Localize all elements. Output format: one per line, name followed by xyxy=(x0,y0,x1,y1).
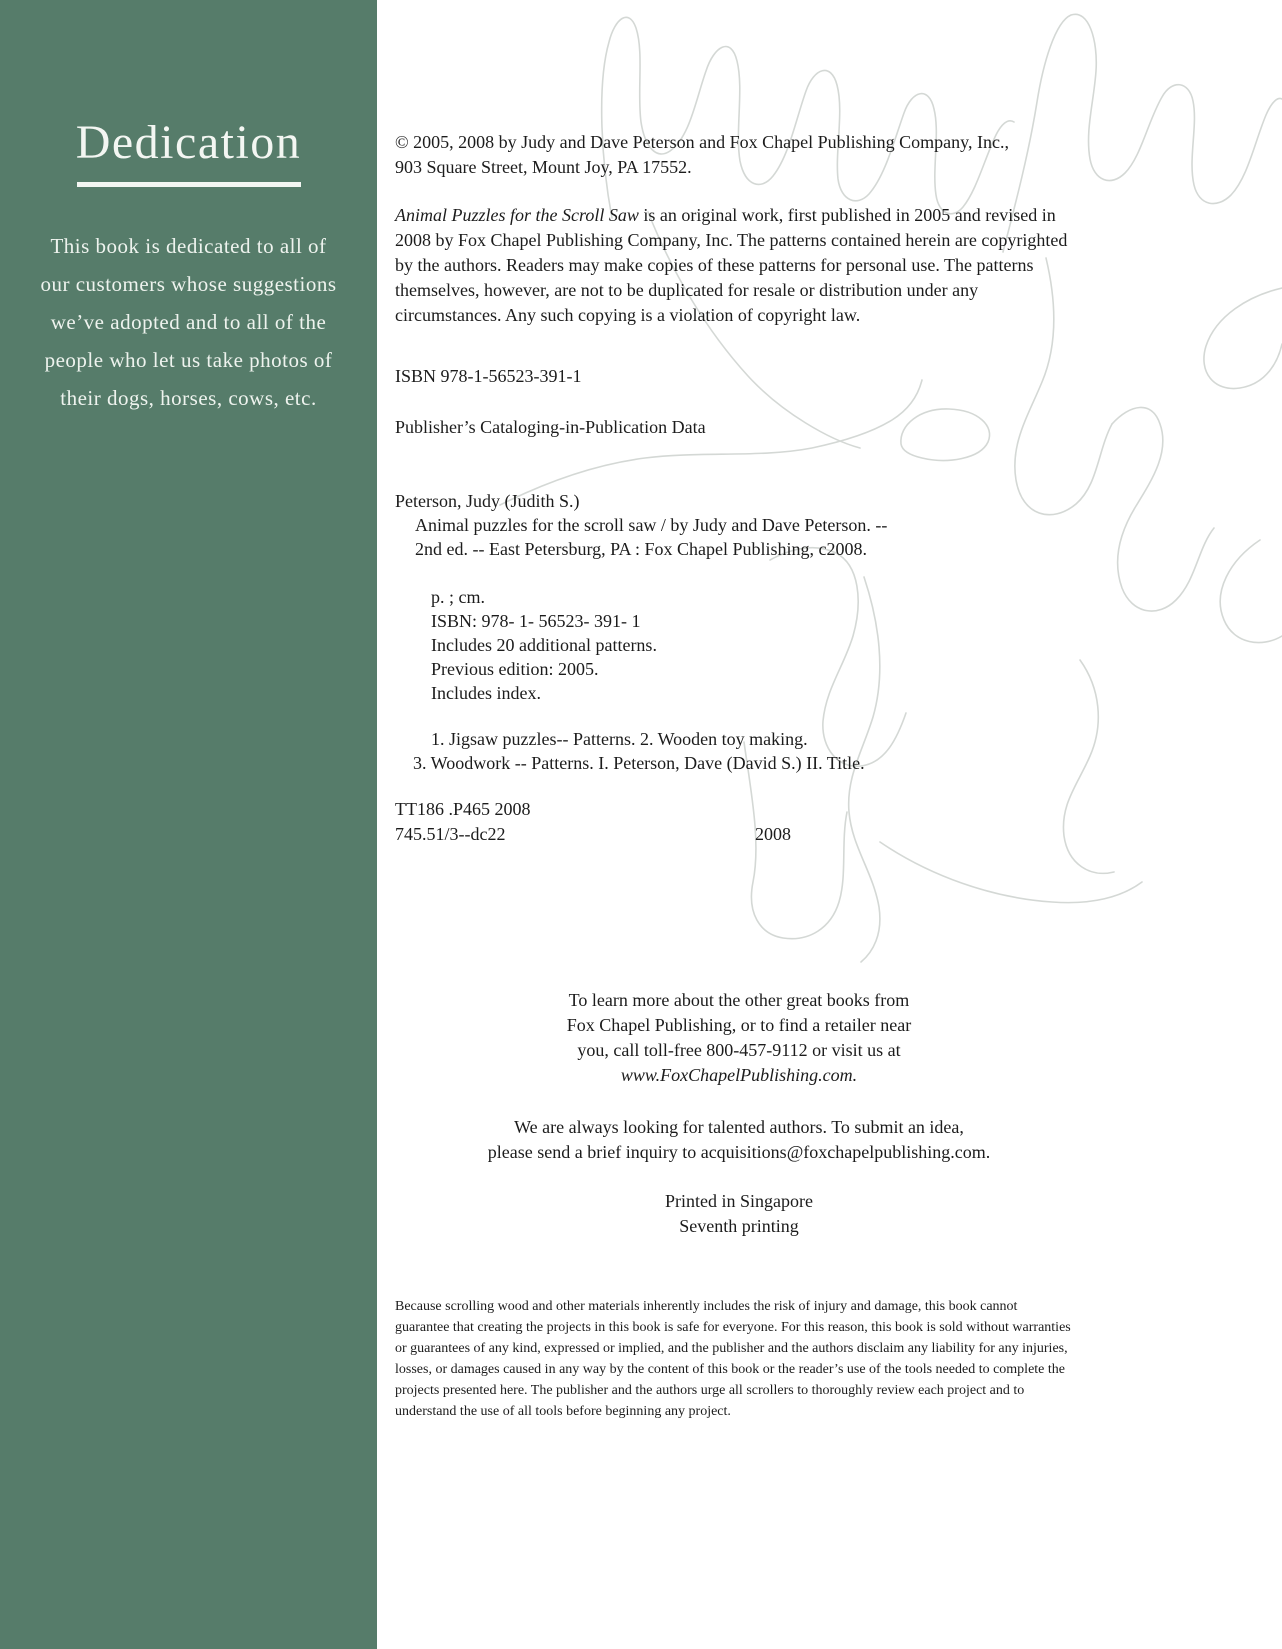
authors-invite-block xyxy=(395,1115,1083,1165)
dedication-text-line: This book is dedicated to all of xyxy=(50,234,327,258)
cip-heading: Publisher’s Cataloging-in-Publication Data xyxy=(395,417,706,437)
catalog-subjects-line-1: 1. Jigsaw puzzles-- Patterns. 2. Wooden toy making. xyxy=(431,729,808,749)
catalog-entry-block xyxy=(395,489,1083,561)
authors-invite-line: please send a brief inquiry to acquisitions@foxchapelpublishing.com. xyxy=(487,1142,991,1162)
catalog-detail-line: Previous edition: 2005. xyxy=(431,659,599,679)
dedication-text-line: we’ve adopted and to all of the xyxy=(50,310,327,334)
dedication-text-line: their dogs, horses, cows, etc. xyxy=(60,386,317,410)
catalog-details-block xyxy=(395,585,1083,705)
right-lobes xyxy=(1112,407,1214,611)
catalog-subjects-block xyxy=(395,727,1083,775)
learn-more-line: To learn more about the other great books from xyxy=(568,990,910,1010)
book-title-italic: Animal Puzzles for the Scroll Saw xyxy=(395,205,639,225)
dedication-sidebar xyxy=(0,0,377,1649)
learn-more-block xyxy=(395,988,1083,1088)
classification-block xyxy=(395,797,1083,847)
dewey-number: 745.51/3--dc22 xyxy=(395,824,506,844)
catalog-detail-line: ISBN: 978- 1- 56523- 391- 1 xyxy=(431,611,641,631)
catalog-detail-line: Includes index. xyxy=(431,683,541,703)
dewey-row xyxy=(395,822,1083,847)
lc-classification: TT186 .P465 2008 xyxy=(395,799,531,819)
learn-more-line: Fox Chapel Publishing, or to find a retailer near xyxy=(566,1015,912,1035)
copyright-line: © 2005, 2008 by Judy and Dave Peterson and Fox Chapel Publishing Company, Inc., xyxy=(395,132,1009,152)
copyright-line: 903 Square Street, Mount Joy, PA 17552. xyxy=(395,157,692,177)
notice-text: is an original work, first published in 2005 and revised in 2008 by Fox Chapel Publishing Company, Inc. The patterns contained herein are copyrighted by the authors. Readers may make copies of these patterns for personal use. The patterns themselves, however, are not to be duplicated for resale or distribution under any circumstances. Any such copying is a violation of copyright law. xyxy=(395,205,1068,325)
dewey-year: 2008 xyxy=(755,824,791,844)
learn-more-line: you, call toll-free 800-457-9112 or visit us at xyxy=(577,1040,901,1060)
catalog-subjects-line-2: 3. Woodwork -- Patterns. I. Peterson, Dave (David S.) II. Title. xyxy=(413,753,865,773)
copyright-block xyxy=(395,130,1083,180)
dedication-text-line: people who let us take photos of xyxy=(44,348,333,372)
catalog-title-line: Animal puzzles for the scroll saw / by Judy and Dave Peterson. -- xyxy=(415,515,888,535)
dedication-text xyxy=(0,227,377,417)
catalog-detail-line: p. ; cm. xyxy=(431,587,485,607)
isbn-line: ISBN 978-1-56523-391-1 xyxy=(395,366,582,386)
right-lower-curl xyxy=(1220,540,1282,643)
right-edge-curl xyxy=(1204,288,1282,389)
printing-edition-line: Seventh printing xyxy=(679,1216,799,1236)
disclaimer-paragraph: Because scrolling wood and other materials inherently includes the risk of injury and damage, this book cannot guarantee that creating the projects in this book is safe for everyone. For this reason, this book is sold without warranties or guarantees of any kind, expressed or implied, and the publisher and the authors disclaim any liability for any injuries, losses, or damages caused in any way by the content of this book or the reader’s use of the tools needed to complete the projects presented here. The publisher and the authors urge all scrollers to thoroughly review each project and to understand the use of all tools before beginning any project. xyxy=(395,1299,1071,1419)
main-column xyxy=(395,0,1083,1649)
printed-in-line: Printed in Singapore xyxy=(665,1191,813,1211)
printing-block xyxy=(395,1189,1083,1239)
dedication-title: Dedication xyxy=(75,116,302,169)
catalog-author-line: Peterson, Judy (Judith S.) xyxy=(395,491,580,511)
catalog-detail-line: Includes 20 additional patterns. xyxy=(431,635,657,655)
dedication-underline xyxy=(77,182,301,187)
catalog-edition-line: 2nd ed. -- East Petersburg, PA : Fox Chapel Publishing, c2008. xyxy=(415,539,867,559)
website-line: www.FoxChapelPublishing.com. xyxy=(620,1065,858,1085)
notice-paragraph xyxy=(395,203,1083,328)
dedication-text-line: our customers whose suggestions xyxy=(40,272,337,296)
authors-invite-line: We are always looking for talented authors. To submit an idea, xyxy=(514,1117,964,1137)
